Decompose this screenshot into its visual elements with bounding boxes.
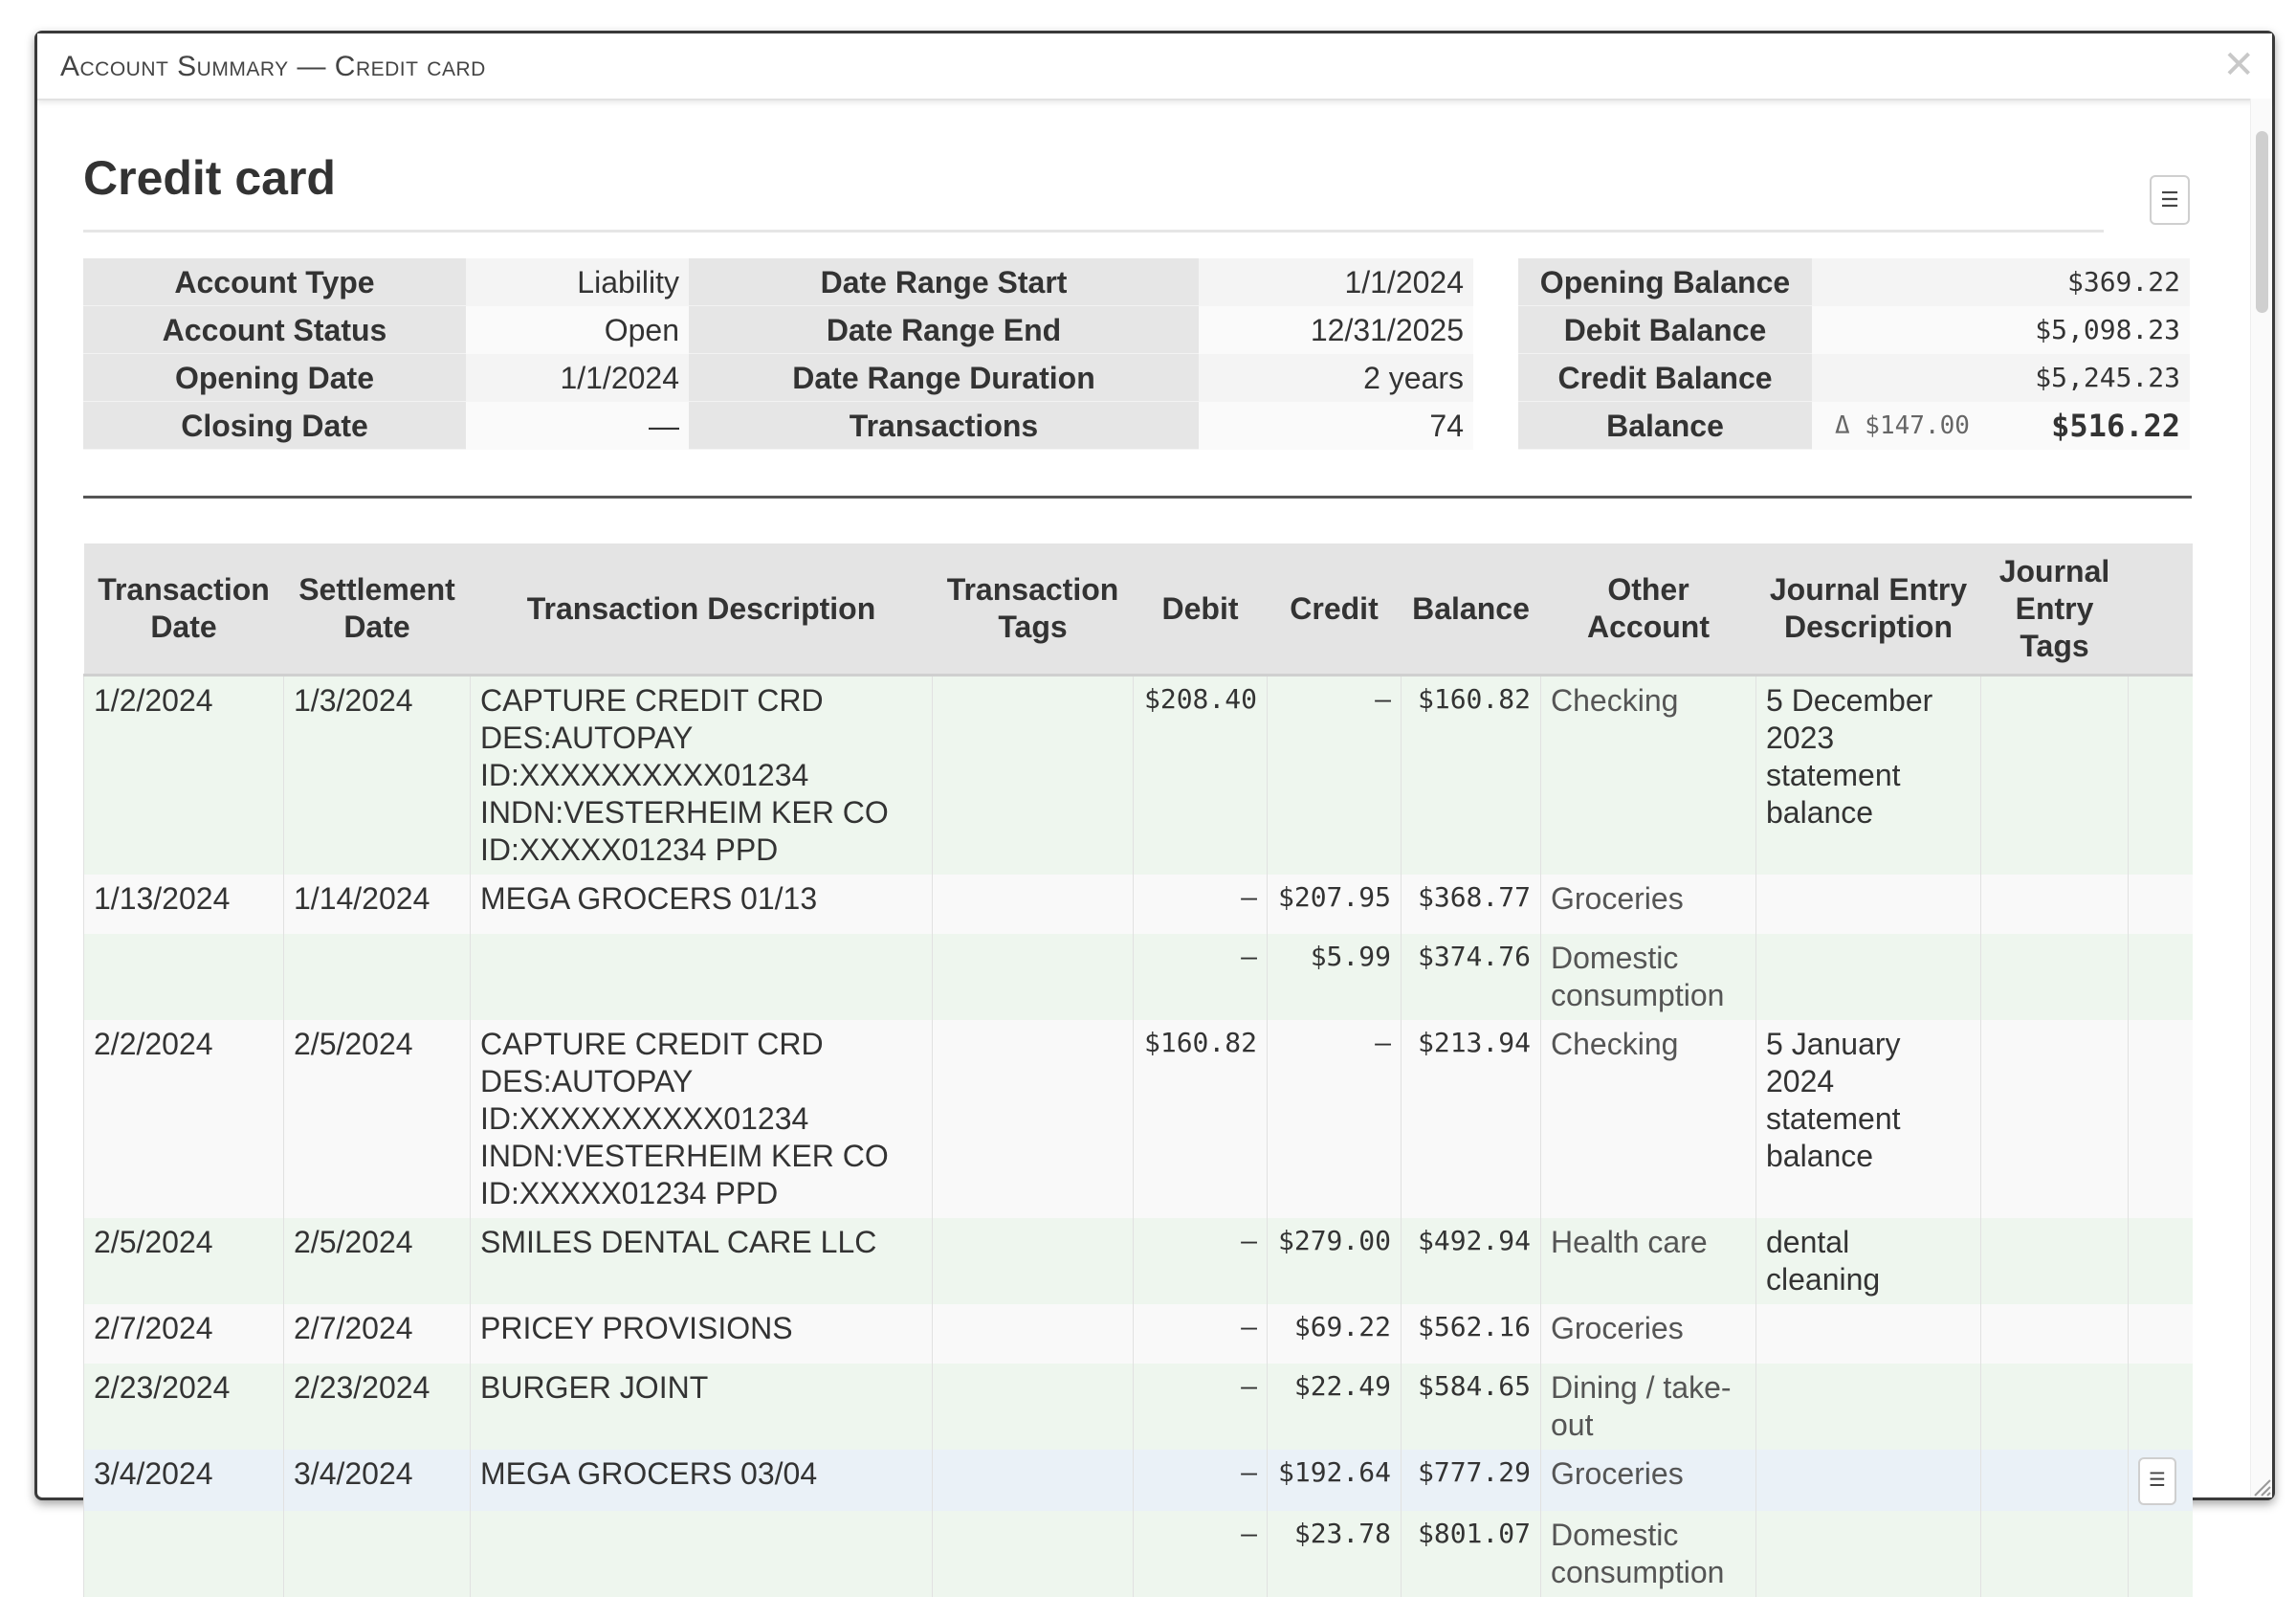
- cell-other-account: Health care: [1541, 1218, 1756, 1304]
- cell-credit: $69.22: [1268, 1304, 1402, 1364]
- cell-journal-entry-description: [1756, 1511, 1981, 1597]
- table-row[interactable]: [84, 934, 2193, 1020]
- balance-value-cell: [1812, 402, 2190, 450]
- account-status-label: Account Status: [83, 306, 466, 354]
- col-transaction-description[interactable]: Transaction Description: [471, 543, 933, 676]
- cell-transaction-description: CAPTURE CREDIT CRD DES:AUTOPAY ID:XXXXXXXXXX01234 INDN:VESTERHEIM KER CO ID:XXXXX01234 PPD: [471, 1020, 933, 1218]
- cell-transaction-tags: [933, 875, 1134, 934]
- cell-journal-entry-description: 5 January 2024 statement balance: [1756, 1020, 1981, 1218]
- cell-debit: $208.40: [1134, 676, 1268, 876]
- cell-balance: $584.65: [1402, 1364, 1541, 1450]
- table-row[interactable]: [84, 1364, 2193, 1450]
- cell-actions: [2129, 1511, 2193, 1597]
- cell-other-account: Domestic consumption: [1541, 1511, 1756, 1597]
- balance-label: Balance: [1518, 402, 1812, 450]
- col-settlement-date[interactable]: Settlement Date: [284, 543, 471, 676]
- debit-balance-value: $5,098.23: [1812, 306, 2190, 354]
- opening-balance-value: $369.22: [1812, 258, 2190, 306]
- hamburger-menu-icon: ☰: [2160, 188, 2179, 211]
- cell-journal-entry-tags: [1981, 875, 2129, 934]
- row-menu-button[interactable]: ☰: [2138, 1457, 2176, 1505]
- cell-settlement-date: 2/7/2024: [284, 1304, 471, 1364]
- table-row[interactable]: [84, 1450, 2193, 1511]
- cell-credit: $192.64: [1268, 1450, 1402, 1511]
- account-menu-button[interactable]: [2150, 175, 2190, 225]
- table-row[interactable]: [84, 1218, 2193, 1304]
- table-row[interactable]: [84, 875, 2193, 934]
- cell-transaction-description: PRICEY PROVISIONS: [471, 1304, 933, 1364]
- cell-settlement-date: 3/4/2024: [284, 1450, 471, 1511]
- cell-balance: $562.16: [1402, 1304, 1541, 1364]
- range-start-label: Date Range Start: [689, 258, 1199, 306]
- cell-journal-entry-description: [1756, 1450, 1981, 1511]
- dialog-title: Account Summary — Credit card: [60, 51, 486, 82]
- cell-debit: –: [1134, 1304, 1268, 1364]
- balance-value: $516.22: [2051, 408, 2180, 444]
- cell-credit: –: [1268, 1020, 1402, 1218]
- cell-debit: $160.82: [1134, 1020, 1268, 1218]
- close-icon[interactable]: ✕: [2222, 44, 2255, 86]
- cell-balance: $160.82: [1402, 676, 1541, 876]
- closing-date-label: Closing Date: [83, 402, 466, 450]
- range-end-label: Date Range End: [689, 306, 1199, 354]
- cell-transaction-date: 2/5/2024: [84, 1218, 284, 1304]
- cell-other-account: Groceries: [1541, 875, 1756, 934]
- cell-transaction-date: 1/13/2024: [84, 875, 284, 934]
- cell-actions: [2129, 1304, 2193, 1364]
- cell-balance: $492.94: [1402, 1218, 1541, 1304]
- cell-settlement-date: 2/23/2024: [284, 1364, 471, 1450]
- cell-transaction-tags: [933, 1020, 1134, 1218]
- cell-debit: –: [1134, 875, 1268, 934]
- account-info-table: [83, 258, 689, 450]
- cell-settlement-date: [284, 1511, 471, 1597]
- cell-journal-entry-tags: [1981, 676, 2129, 876]
- opening-balance-label: Opening Balance: [1518, 258, 1812, 306]
- cell-other-account: Checking: [1541, 1020, 1756, 1218]
- cell-actions: [2129, 1450, 2193, 1511]
- cell-transaction-date: 2/7/2024: [84, 1304, 284, 1364]
- cell-debit: –: [1134, 1511, 1268, 1597]
- cell-debit: –: [1134, 1364, 1268, 1450]
- cell-settlement-date: [284, 934, 471, 1020]
- cell-other-account: Domestic consumption: [1541, 934, 1756, 1020]
- cell-journal-entry-description: [1756, 875, 1981, 934]
- cell-transaction-description: MEGA GROCERS 01/13: [471, 875, 933, 934]
- cell-journal-entry-tags: [1981, 1511, 2129, 1597]
- col-balance[interactable]: Balance: [1402, 543, 1541, 676]
- transactions-value: 74: [1199, 402, 1473, 450]
- cell-actions: [2129, 1364, 2193, 1450]
- section-divider: [83, 496, 2192, 499]
- cell-transaction-tags: [933, 1364, 1134, 1450]
- cell-journal-entry-tags: [1981, 934, 2129, 1020]
- cell-transaction-tags: [933, 934, 1134, 1020]
- col-credit[interactable]: Credit: [1268, 543, 1402, 676]
- cell-journal-entry-tags: [1981, 1304, 2129, 1364]
- cell-balance: $213.94: [1402, 1020, 1541, 1218]
- account-status-value: Open: [466, 306, 689, 354]
- range-end-value: 12/31/2025: [1199, 306, 1473, 354]
- cell-debit: –: [1134, 1218, 1268, 1304]
- cell-credit: $22.49: [1268, 1364, 1402, 1450]
- closing-date-value: —: [466, 402, 689, 450]
- cell-transaction-description: SMILES DENTAL CARE LLC: [471, 1218, 933, 1304]
- col-transaction-date[interactable]: Transaction Date: [84, 543, 284, 676]
- credit-balance-label: Credit Balance: [1518, 354, 1812, 402]
- cell-transaction-tags: [933, 1450, 1134, 1511]
- cell-actions: [2129, 934, 2193, 1020]
- cell-other-account: Dining / take-out: [1541, 1364, 1756, 1450]
- cell-transaction-date: 3/4/2024: [84, 1450, 284, 1511]
- cell-credit: $279.00: [1268, 1218, 1402, 1304]
- table-row[interactable]: [84, 676, 2193, 876]
- balance-delta: Δ $147.00: [1835, 411, 1970, 440]
- col-actions: [2129, 543, 2193, 676]
- cell-journal-entry-tags: [1981, 1364, 2129, 1450]
- cell-transaction-description: MEGA GROCERS 03/04: [471, 1450, 933, 1511]
- table-row[interactable]: [84, 1304, 2193, 1364]
- col-transaction-tags[interactable]: Transaction Tags: [933, 543, 1134, 676]
- cell-transaction-date: 1/2/2024: [84, 676, 284, 876]
- cell-debit: –: [1134, 934, 1268, 1020]
- vertical-scrollbar[interactable]: [2250, 99, 2272, 1497]
- cell-journal-entry-tags: [1981, 1450, 2129, 1511]
- cell-other-account: Groceries: [1541, 1304, 1756, 1364]
- account-name-heading: Credit card: [83, 151, 336, 205]
- cell-balance: $374.76: [1402, 934, 1541, 1020]
- cell-journal-entry-tags: [1981, 1218, 2129, 1304]
- cell-credit: $207.95: [1268, 875, 1402, 934]
- cell-journal-entry-description: [1756, 1364, 1981, 1450]
- cell-balance: $777.29: [1402, 1450, 1541, 1511]
- cell-transaction-date: [84, 1511, 284, 1597]
- cell-balance: $368.77: [1402, 875, 1541, 934]
- transactions-table: [83, 543, 2193, 1597]
- cell-credit: $5.99: [1268, 934, 1402, 1020]
- col-journal-entry-description[interactable]: Journal Entry Description: [1756, 543, 1981, 676]
- cell-transaction-description: [471, 1511, 933, 1597]
- cell-actions: [2129, 875, 2193, 934]
- cell-journal-entry-description: [1756, 934, 1981, 1020]
- transactions-label: Transactions: [689, 402, 1199, 450]
- cell-transaction-tags: [933, 1304, 1134, 1364]
- account-type-label: Account Type: [83, 258, 466, 306]
- cell-debit: –: [1134, 1450, 1268, 1511]
- dialog-titlebar[interactable]: [37, 33, 2272, 100]
- cell-journal-entry-tags: [1981, 1020, 2129, 1218]
- cell-journal-entry-description: [1756, 1304, 1981, 1364]
- table-row[interactable]: [84, 1020, 2193, 1218]
- opening-date-value: 1/1/2024: [466, 354, 689, 402]
- opening-date-label: Opening Date: [83, 354, 466, 402]
- heading-rule: [83, 230, 2104, 233]
- cell-actions: [2129, 1020, 2193, 1218]
- credit-balance-value: $5,245.23: [1812, 354, 2190, 402]
- cell-settlement-date: 1/3/2024: [284, 676, 471, 876]
- range-duration-value: 2 years: [1199, 354, 1473, 402]
- cell-transaction-description: CAPTURE CREDIT CRD DES:AUTOPAY ID:XXXXXXXXXX01234 INDN:VESTERHEIM KER CO ID:XXXXX01234 PPD: [471, 676, 933, 876]
- cell-transaction-description: [471, 934, 933, 1020]
- range-duration-label: Date Range Duration: [689, 354, 1199, 402]
- dialog-content: [83, 99, 2226, 1589]
- cell-settlement-date: 1/14/2024: [284, 875, 471, 934]
- cell-balance: $801.07: [1402, 1511, 1541, 1597]
- cell-credit: $23.78: [1268, 1511, 1402, 1597]
- date-range-table: [689, 258, 1473, 450]
- col-debit[interactable]: Debit: [1134, 543, 1268, 676]
- cell-credit: –: [1268, 676, 1402, 876]
- col-journal-entry-tags[interactable]: Journal Entry Tags: [1981, 543, 2129, 676]
- cell-other-account: Groceries: [1541, 1450, 1756, 1511]
- table-row[interactable]: [84, 1511, 2193, 1597]
- account-summary-dialog: [34, 31, 2275, 1589]
- cell-transaction-date: 2/2/2024: [84, 1020, 284, 1218]
- resize-grip-icon[interactable]: [2249, 1475, 2272, 1497]
- table-header-row: [84, 543, 2193, 676]
- debit-balance-label: Debit Balance: [1518, 306, 1812, 354]
- cell-other-account: Checking: [1541, 676, 1756, 876]
- cell-actions: [2129, 676, 2193, 876]
- col-other-account[interactable]: Other Account: [1541, 543, 1756, 676]
- range-start-value: 1/1/2024: [1199, 258, 1473, 306]
- account-type-value: Liability: [466, 258, 689, 306]
- cell-transaction-tags: [933, 1218, 1134, 1304]
- cell-transaction-description: BURGER JOINT: [471, 1364, 933, 1450]
- cell-transaction-tags: [933, 1511, 1134, 1597]
- cell-actions: [2129, 1218, 2193, 1304]
- cell-transaction-date: 2/23/2024: [84, 1364, 284, 1450]
- balances-table: [1518, 258, 2190, 450]
- cell-transaction-date: [84, 934, 284, 1020]
- cell-settlement-date: 2/5/2024: [284, 1020, 471, 1218]
- scrollbar-thumb[interactable]: [2256, 131, 2268, 313]
- cell-journal-entry-description: 5 December 2023 statement balance: [1756, 676, 1981, 876]
- cell-transaction-tags: [933, 676, 1134, 876]
- cell-settlement-date: 2/5/2024: [284, 1218, 471, 1304]
- cell-journal-entry-description: dental cleaning: [1756, 1218, 1981, 1304]
